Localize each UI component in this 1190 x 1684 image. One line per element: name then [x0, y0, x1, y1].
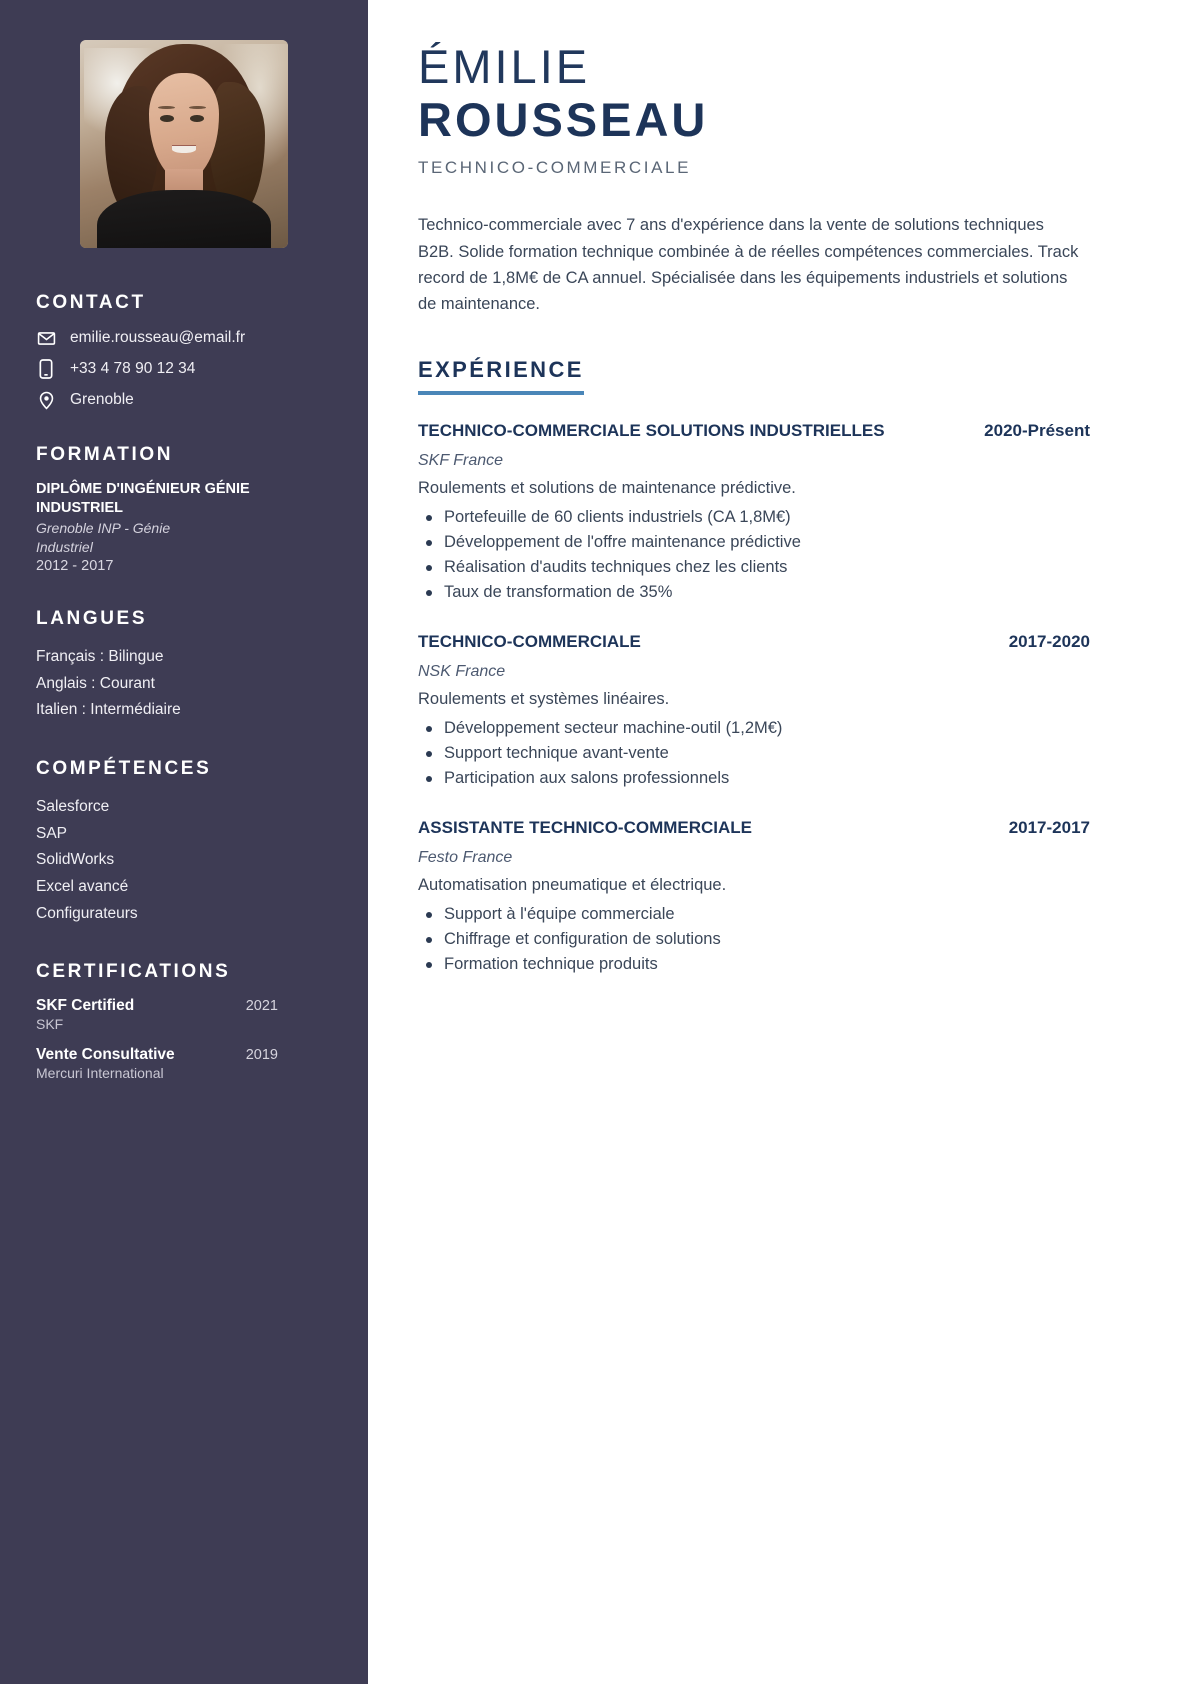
profile-photo [80, 40, 288, 248]
contact-email-value: emilie.rousseau@email.fr [70, 329, 246, 346]
first-name: ÉMILIE [418, 40, 591, 93]
certification-name: Vente Consultative [36, 1046, 175, 1064]
contact-phone-value: +33 4 78 90 12 34 [70, 360, 196, 377]
experience-header [418, 632, 1090, 654]
last-name: ROUSSEAU [418, 92, 709, 146]
experience-description: Roulements et systèmes linéaires. [418, 690, 670, 708]
list-item: Taux de transformation de 35% [418, 580, 1090, 605]
certification-issuer: SKF [36, 1016, 64, 1033]
list-item: Formation technique produits [418, 952, 1090, 977]
certification-item [36, 997, 332, 1032]
formation-degree: DIPLÔME D'INGÉNIEUR GÉNIE INDUSTRIEL [36, 481, 250, 516]
certification-year: 2019 [245, 1047, 278, 1064]
sidebar [0, 0, 368, 1684]
competences-list [36, 794, 332, 927]
list-item: Support à l'équipe commerciale [418, 902, 1090, 927]
list-item: Configurateurs [36, 904, 138, 922]
experience-bullets [418, 902, 1090, 977]
contact-location-value: Grenoble [70, 391, 134, 408]
competences-heading: COMPÉTENCES [36, 758, 212, 779]
experience-bullets [418, 716, 1090, 791]
profile-summary: Technico-commerciale avec 7 ans d'expérience dans la vente de solutions techniques B2B. Solide formation technique combinée à de réelles compétences commerciales. Track record de 1,8M€ de CA annuel. Spécialisée dans les équipements industriels et solutions de maintenance. [418, 216, 1079, 313]
certification-issuer: Mercuri International [36, 1065, 164, 1082]
experience-heading: EXPÉRIENCE [418, 357, 584, 395]
list-item: Italien : Intermédiaire [36, 701, 181, 719]
job-title: TECHNICO-COMMERCIALE [418, 158, 692, 178]
list-item: Réalisation d'audits techniques chez les clients [418, 555, 1090, 580]
experience-dates: 2017-2017 [1008, 818, 1090, 838]
list-item: Chiffrage et configuration de solutions [418, 927, 1090, 952]
experience-dates: 2017-2020 [1008, 632, 1090, 651]
email-icon [36, 328, 56, 348]
experience-role: TECHNICO-COMMERCIALE [418, 632, 641, 651]
certification-item [36, 1046, 332, 1081]
experience-header [418, 421, 1090, 443]
experience-entry [418, 818, 1090, 977]
contact-email-row [36, 328, 332, 348]
contact-phone-row [36, 359, 332, 379]
portrait-photo-icon [80, 40, 288, 248]
list-item: Salesforce [36, 798, 110, 815]
contact-heading: CONTACT [36, 292, 146, 313]
experience-entry [418, 632, 1090, 791]
list-item: Participation aux salons professionnels [418, 766, 1090, 791]
list-item: Anglais : Courant [36, 674, 155, 692]
experience-company: Festo France [418, 849, 513, 867]
experience-header [418, 818, 1090, 840]
phone-icon [36, 359, 56, 379]
langues-heading: LANGUES [36, 608, 148, 630]
experience-description: Roulements et solutions de maintenance prédictive. [418, 478, 796, 497]
formation-school: Grenoble INP - Génie Industriel [36, 520, 171, 555]
certification-year: 2021 [245, 998, 278, 1015]
experience-bullets [418, 505, 1090, 605]
experience-role: ASSISTANTE TECHNICO-COMMERCIALE [418, 818, 753, 838]
list-item: Développement secteur machine-outil (1,2M€) [418, 716, 1090, 741]
list-item: Excel avancé [36, 877, 129, 895]
location-pin-icon [36, 390, 56, 410]
list-item: Développement de l'offre maintenance prédictive [418, 530, 1090, 555]
formation-heading: FORMATION [36, 444, 174, 465]
experience-company: NSK France [418, 663, 506, 680]
contact-location-row [36, 390, 332, 410]
list-item: SAP [36, 824, 68, 842]
list-item: Support technique avant-vente [418, 741, 1090, 766]
list-item: SolidWorks [36, 851, 115, 869]
list-item: Portefeuille de 60 clients industriels (CA 1,8M€) [418, 505, 1090, 530]
list-item: Français : Bilingue [36, 648, 164, 666]
experience-dates: 2020-Présent [984, 420, 1090, 440]
main-content [368, 0, 1190, 1684]
certification-name: SKF Certified [36, 997, 135, 1015]
certifications-heading: CERTIFICATIONS [36, 961, 231, 983]
experience-description: Automatisation pneumatique et électrique. [418, 876, 727, 895]
formation-dates: 2012 - 2017 [36, 558, 114, 575]
experience-role: TECHNICO-COMMERCIALE SOLUTIONS INDUSTRIELLES [418, 420, 885, 440]
langues-list [36, 644, 332, 724]
formation-entry [36, 480, 332, 574]
experience-company: SKF France [418, 451, 504, 469]
experience-entry [418, 421, 1090, 605]
